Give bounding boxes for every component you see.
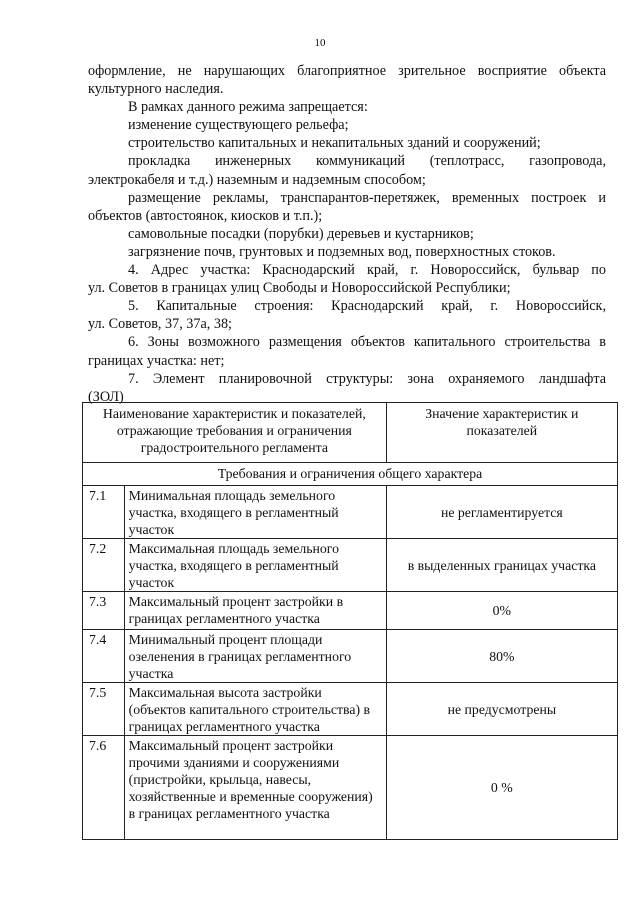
paragraph-line: культурного наследия. — [88, 81, 224, 98]
table-header-row — [83, 403, 618, 463]
row-characteristic: Минимальная площадь земельного участка, входящего в регламентный участок — [124, 486, 386, 539]
row-characteristic: Максимальный процент застройки прочими зданиями и сооружениями (пристройки, крыльца, навесы, хозяйственные и временные сооружения) в границах регламентного участка — [124, 736, 386, 840]
row-characteristic: Максимальный процент застройки в границах регламентного участка — [124, 592, 386, 630]
row-value: не регламентируется — [386, 486, 617, 539]
table-header-values: Значение характеристик и показателей — [386, 403, 617, 463]
row-value: 80% — [386, 630, 617, 683]
row-characteristic: Минимальный процент площади озеленения в границах регламентного участка — [124, 630, 386, 683]
row-value: 0% — [386, 592, 617, 630]
paragraph-line: В рамках данного режима запрещается: — [128, 99, 368, 116]
paragraph-line: прокладка инженерных коммуникаций (теплотрасс, газопровода, — [128, 153, 606, 170]
paragraph-line: 6. Зоны возможного размещения объектов капитального строительства в — [128, 334, 606, 351]
paragraph-line: размещение рекламы, транспарантов-перетяжек, временных построек и — [128, 189, 606, 206]
paragraph-line: 7. Элемент планировочной структуры: зона охраняемого ландшафта — [128, 370, 606, 387]
table-subheader: Требования и ограничения общего характера — [83, 463, 618, 486]
paragraph-line: 4. Адрес участка: Краснодарский край, г. Новороссийск, бульвар по — [128, 262, 606, 279]
regulations-table — [82, 402, 618, 840]
paragraph-line: 5. Капитальные строения: Краснодарский край, г. Новороссийск, — [128, 298, 606, 315]
page-number: 10 — [314, 37, 326, 49]
table-row — [83, 683, 618, 736]
paragraph-line: (ЗОЛ) — [88, 388, 124, 405]
row-value: не предусмотрены — [386, 683, 617, 736]
paragraph-line: ул. Советов, 37, 37а, 38; — [88, 316, 233, 333]
row-value: 0 % — [386, 736, 617, 840]
paragraph-line: оформление, не нарушающих благоприятное зрительное восприятие объекта — [88, 63, 606, 79]
paragraph-line: самовольные посадки (порубки) деревьев и кустарников; — [128, 225, 474, 242]
table-row — [83, 736, 618, 840]
paragraph-line: границах участка: нет; — [88, 352, 225, 369]
row-number: 7.6 — [83, 736, 125, 840]
row-characteristic: Максимальная площадь земельного участка, входящего в регламентный участок — [124, 539, 386, 592]
row-number: 7.4 — [83, 630, 125, 683]
table-row — [83, 486, 618, 539]
table-subheader-row — [83, 463, 618, 486]
paragraph-line: строительство капитальных и некапитальных зданий и сооружений; — [128, 135, 541, 152]
row-number: 7.2 — [83, 539, 125, 592]
table-row — [83, 630, 618, 683]
row-number: 7.3 — [83, 592, 125, 630]
row-number: 7.1 — [83, 486, 125, 539]
body-text — [88, 62, 606, 406]
table-header-characteristics: Наименование характеристик и показателей, отражающие требования и ограничения градостроительного регламента — [83, 403, 387, 463]
paragraph-line: объектов (автостоянок, киосков и т.п.); — [88, 207, 323, 224]
paragraph-line: ул. Советов в границах улиц Свободы и Новороссийской Республики; — [88, 280, 511, 297]
paragraph-line: электрокабеля и т.д.) наземным и надземным способом; — [88, 171, 426, 188]
table-row — [83, 592, 618, 630]
paragraph-line: загрязнение почв, грунтовых и подземных вод, поверхностных стоков. — [128, 243, 556, 260]
row-characteristic: Максимальная высота застройки (объектов капитального строительства) в границах регламентного участка — [124, 683, 386, 736]
row-value: в выделенных границах участка — [386, 539, 617, 592]
table-row — [83, 539, 618, 592]
row-number: 7.5 — [83, 683, 125, 736]
paragraph-line: изменение существующего рельефа; — [128, 117, 349, 134]
